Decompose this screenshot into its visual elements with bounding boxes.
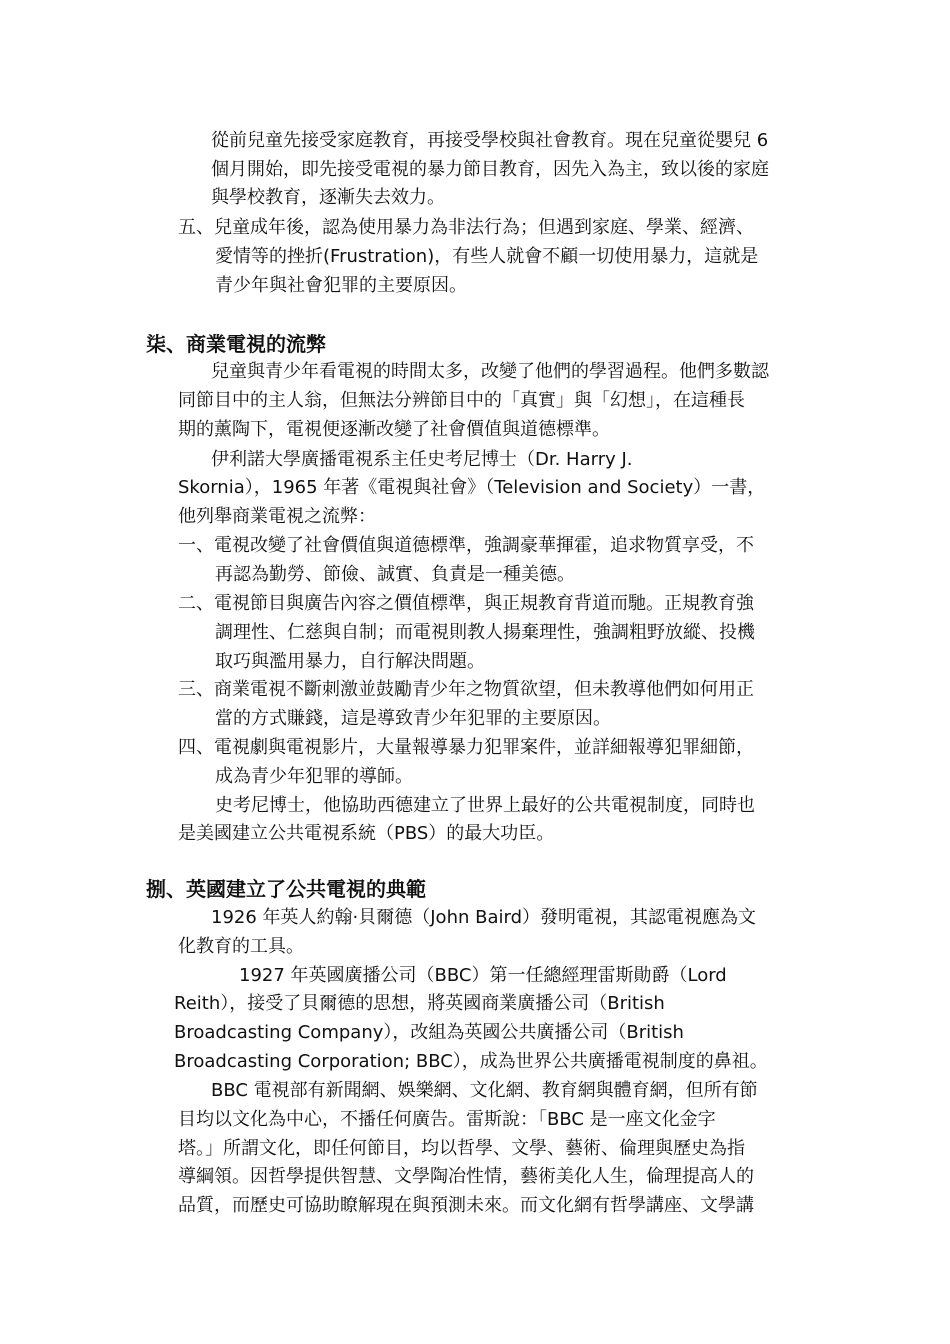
text-line: 兒童與青少年看電視的時間太多，改變了他們的學習過程。他們多數認	[211, 361, 769, 382]
list-item-line: 四、電視劇與電視影片，大量報導暴力犯罪案件，並詳細報導犯罪細節，	[178, 737, 754, 758]
text-line: 期的薰陶下，電視便逐漸改變了社會價值與道德標準。	[178, 419, 610, 440]
text-line: 從前兒童先接受家庭教育，再接受學校與社會教育。現在兒童從嬰兒 6	[211, 130, 769, 151]
text-line: Broadcasting Company），改組為英國公共廣播公司（British	[174, 1022, 684, 1043]
text-line: 他列舉商業電視之流弊：	[178, 506, 376, 527]
text-line: Skornia），1965 年著《電視與社會》（Television and Society）一書，	[178, 477, 766, 498]
text-line: 是美國建立公共電視系統（PBS）的最大功臣。	[178, 823, 555, 844]
text-line: Broadcasting Corporation; BBC），成為世界公共廣播電視制度的鼻祖。	[174, 1051, 768, 1072]
text-line: 1927 年英國廣播公司（BBC）第一任總經理雷斯勛爵（Lord	[239, 965, 727, 986]
list-item-line: 三、商業電視不斷刺激並鼓勵青少年之物質欲望，但未教導他們如何用正	[178, 679, 754, 700]
text-line: 塔。」所謂文化，即任何節目，均以哲學、文學、藝術、倫理與歷史為指	[178, 1138, 745, 1159]
text-line: 同節目中的主人翁，但無法分辨節目中的「真實」與「幻想」，在這種長	[178, 390, 745, 411]
text-line: Reith），接受了貝爾德的思想，將英國商業廣播公司（British	[174, 993, 665, 1014]
text-line: 品質，而歷史可協助瞭解現在與預測未來。而文化網有哲學講座、文學講	[178, 1195, 754, 1216]
list-item-line: 再認為勤勞、節儉、誠實、負責是一種美德。	[215, 564, 575, 585]
list-item-line: 愛情等的挫折(Frustration)，有些人就會不顧一切使用暴力，這就是	[215, 246, 759, 267]
list-item-line: 調理性、仁慈與自制；而電視則教人揚棄理性，強調粗野放縱、投機	[215, 622, 755, 643]
text-line: 化教育的工具。	[178, 936, 304, 957]
list-item-line: 五、兒童成年後，認為使用暴力為非法行為；但遇到家庭、學業、經濟、	[178, 217, 754, 238]
text-line: 伊利諾大學廣播電視系主任史考尼博士（Dr. Harry J.	[211, 449, 633, 470]
section-heading: 捌、英國建立了公共電視的典範	[146, 877, 426, 901]
list-item-line: 一、電視改變了社會價值與道德標準，強調豪華揮霍，追求物質享受，不	[178, 535, 754, 556]
text-line: 個月開始，即先接受電視的暴力節目教育，因先入為主，致以後的家庭	[211, 159, 769, 180]
list-item-line: 青少年與社會犯罪的主要原因。	[215, 275, 467, 296]
section-heading: 柒、商業電視的流弊	[146, 332, 326, 356]
text-line: 1926 年英人約翰·貝爾德（John Baird）發明電視，其認電視應為文	[211, 907, 756, 928]
text-line: BBC 電視部有新聞網、娛樂網、文化網、教育網與體育網，但所有節	[211, 1080, 758, 1101]
list-item-line: 當的方式賺錢，這是導致青少年犯罪的主要原因。	[215, 708, 611, 729]
text-line: 導綱領。因哲學提供智慧、文學陶冶性情，藝術美化人生，倫理提高人的	[178, 1166, 754, 1187]
list-item-line: 成為青少年犯罪的導師。	[215, 766, 413, 787]
list-item-line: 二、電視節目與廣告內容之價值標準，與正規教育背道而馳。正規教育強	[178, 593, 754, 614]
text-line: 與學校教育，逐漸失去效力。	[211, 187, 445, 208]
list-item-line: 取巧與濫用暴力，自行解決問題。	[215, 651, 485, 672]
text-line: 目均以文化為中心，不播任何廣告。雷斯說：「BBC 是一座文化金字	[178, 1109, 716, 1130]
text-line: 史考尼博士，他協助西德建立了世界上最好的公共電視制度，同時也	[215, 795, 755, 816]
